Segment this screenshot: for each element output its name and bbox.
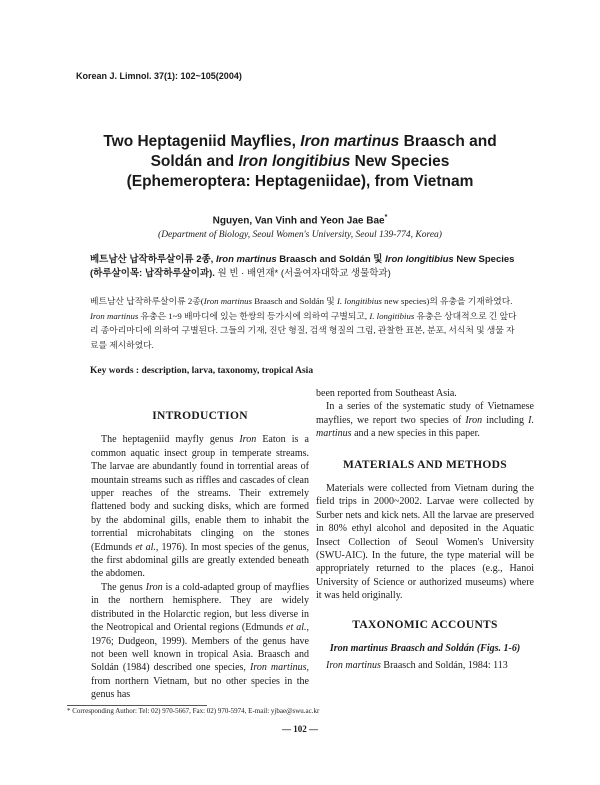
right-column <box>316 387 534 672</box>
methods-paragraph: Materials were collected from Vietnam during the field trips in 2000~2002. Larvae were collected by Surber nets and kick nets. All the larvae are preserved in 80% ethyl alcohol and deposited in the Aquatic Insect Collection of Seoul Women's University (SWU-AIC). In the future, the type material will be appropriately returned to the places (e.g., Hanoi University of Science or authorized museums) where it was held originally. <box>316 483 534 602</box>
title-line-2: Soldán and Iron longitibius New Species <box>150 153 450 170</box>
affiliation: (Department of Biology, Seoul Women's University, Seoul 139-774, Korea) <box>158 230 442 240</box>
section-heading-introduction: INTRODUCTION <box>152 410 248 422</box>
species-heading: Iron martinus Braasch and Soldán (Figs. 1-6) <box>329 643 521 655</box>
keywords: Key words : description, larva, taxonomy, tropical Asia <box>90 366 314 376</box>
title-line-1: Two Heptageniid Mayflies, Iron martinus Braasch and <box>103 133 497 150</box>
intro-paragraph-2: The genus Iron is a cold-adapted group of mayflies in the northern hemisphere. They are widely distributed in the Holarctic region, but less diverse in the Neotropical and Oriental regions (Edmunds et al., 1976; Dudgeon, 1999). Members of the genus have not been well known in tropical Asia. Braasch and Soldán (1984) described one species, Iron martinus, from northern Vietnam, but no other species in the genus has <box>91 581 310 701</box>
intro-paragraph-3: In a series of the systematic study of Vietnamese mayflies, we report two species of Iron including I. martinus and a new species in this paper. <box>316 401 534 440</box>
title-line-3: (Ephemeroptera: Heptageniidae), from Vietnam <box>126 173 474 190</box>
korean-title: 베트남산 납작하루살이류 2종, Iron martinus Braasch and Soldán 및 Iron longitibius New Species (하루살이목: 납작하루살이과). 원 빈 · 배연재* (서울여자대학교 생물학과) <box>90 254 515 279</box>
footnote-rule <box>67 705 207 706</box>
section-heading-taxonomy: TAXONOMIC ACCOUNTS <box>352 618 498 631</box>
left-column <box>91 410 309 702</box>
journal-citation: Korean J. Limnol. 37(1): 102~105(2004) <box>76 71 242 81</box>
footnote-corresponding-author: * Corresponding Author: Tel: 02) 970-5667, Fax: 02) 970-5974, E-mail: yjbae@swu.ac.kr <box>67 707 320 715</box>
intro-paragraph-1: The heptageniid mayfly genus Iron Eaton is a common aquatic insect group in temperate streams. The larvae are abundantly found in torrential areas of mountain streams such as riffles and cascades of clean upper reaches of the streams. Their extremely flattened body and sucking disks, which are formed by the abdominal gills, enable them to inhabit the torrential microhabitats clinging on the stones (Edmunds et al., 1976). In most species of the genus, the first abdominal gills are greatly extended beneath the abdomen. <box>91 434 309 580</box>
intro-paragraph-2-continued: been reported from Southeast Asia. <box>316 388 457 399</box>
section-heading-methods: MATERIALS AND METHODS <box>343 458 507 471</box>
species-citation-line: Iron martinus Braasch and Soldán, 1984: 113 <box>326 659 508 671</box>
corresponding-author-mark: * <box>384 214 388 221</box>
paper-title <box>60 132 540 192</box>
page-number: — 102 — <box>282 724 318 734</box>
author-list: Nguyen, Van Vinh and Yeon Jae Bae* <box>212 214 388 227</box>
korean-abstract: 베트남산 납작하루살이류 2종(Iron martinus Braasch and Soldán 및 I. longitibius new species)의 유충을 기재하였다. Iron martinus 유충은 1~9 배마디에 있는 한쌍의 등가시에 의하여 구별되고, I. longitibius 유충은 상대적으로 긴 앞다리 종아리마디에 의하여 구별된다. 그들의 기재, 진단 형질, 검색 형질의 그림, 관찰한 표본, 분포, 서식처 및 생물 자료를 제시하였다. <box>90 296 517 350</box>
